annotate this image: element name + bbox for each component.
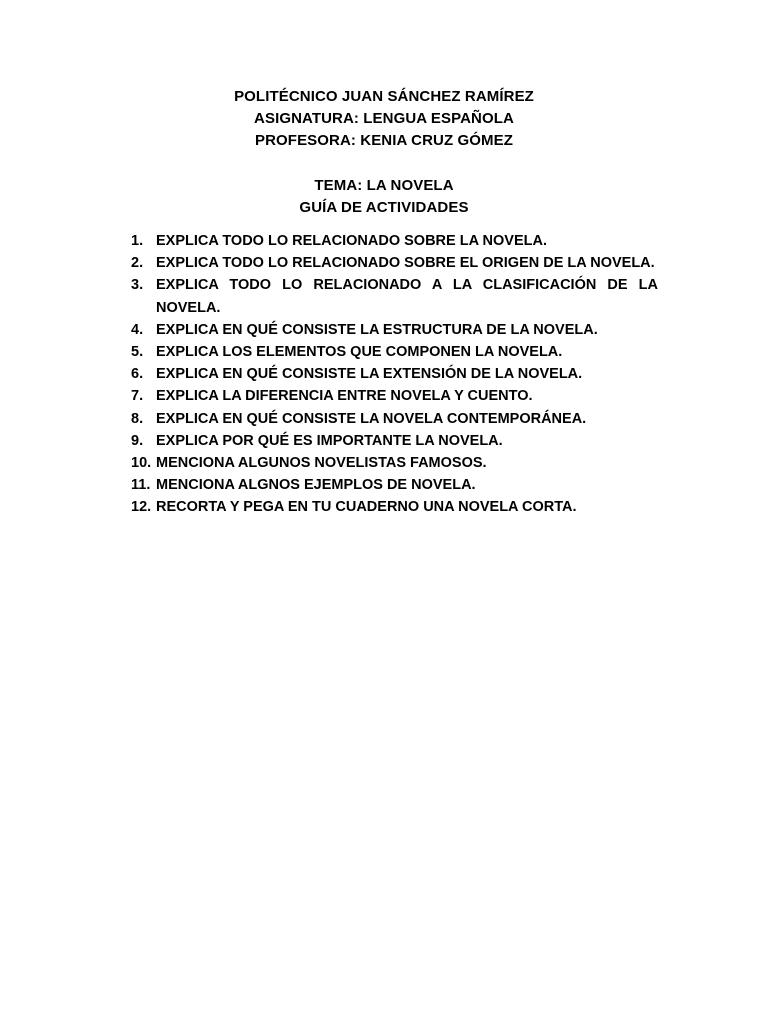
activity-item <box>131 319 658 341</box>
activity-text: EXPLICA EN QUÉ CONSISTE LA ESTRUCTURA DE LA NOVELA. <box>156 321 598 338</box>
activity-number: 10. <box>131 455 152 472</box>
activity-item <box>131 474 658 496</box>
activity-number: 9. <box>131 432 144 449</box>
activity-text: EXPLICA EN QUÉ CONSISTE LA NOVELA CONTEMPORÁNEA. <box>156 410 587 427</box>
activity-number: 11. <box>131 477 151 494</box>
document-header <box>0 86 768 152</box>
activity-text: RECORTA Y PEGA EN TU CUADERNO UNA NOVELA CORTA. <box>156 499 577 516</box>
activity-text: EXPLICA LA DIFERENCIA ENTRE NOVELA Y CUENTO. <box>156 388 533 405</box>
activity-item <box>131 274 658 318</box>
activity-text: EXPLICA TODO LO RELACIONADO SOBRE LA NOVELA. <box>156 233 547 249</box>
institution-name: POLITÉCNICO JUAN SÁNCHEZ RAMÍREZ <box>234 88 534 105</box>
activity-text: EXPLICA LOS ELEMENTOS QUE COMPONEN LA NOVELA. <box>156 344 563 361</box>
activity-number: 5. <box>131 344 144 361</box>
activity-item <box>131 452 658 474</box>
teacher-line: PROFESORA: KENIA CRUZ GÓMEZ <box>255 132 513 149</box>
activity-text: MENCIONA ALGNOS EJEMPLOS DE NOVELA. <box>156 477 476 494</box>
activity-text: EXPLICA TODO LO RELACIONADO A LA CLASIFICACIÓN DE LA NOVELA. <box>156 277 658 316</box>
activity-number: 12. <box>131 499 152 516</box>
topic-header <box>0 175 768 219</box>
subject-line: ASIGNATURA: LENGUA ESPAÑOLA <box>254 110 514 127</box>
activity-number: 2. <box>131 255 144 272</box>
activity-item <box>131 252 658 274</box>
topic-title: TEMA: LA NOVELA <box>314 177 454 194</box>
activity-number: 6. <box>131 366 144 383</box>
activity-text: MENCIONA ALGUNOS NOVELISTAS FAMOSOS. <box>156 455 487 472</box>
activity-item <box>131 408 658 430</box>
activity-item <box>131 385 658 407</box>
activity-text: EXPLICA POR QUÉ ES IMPORTANTE LA NOVELA. <box>156 432 503 449</box>
activity-item <box>131 430 658 452</box>
activity-list <box>131 230 658 519</box>
activity-number: 8. <box>131 410 144 427</box>
activity-text: EXPLICA EN QUÉ CONSISTE LA EXTENSIÓN DE LA NOVELA. <box>156 366 583 383</box>
activity-number: 7. <box>131 388 144 405</box>
activity-number: 1. <box>131 233 144 249</box>
activity-item <box>131 230 658 252</box>
guide-title: GUÍA DE ACTIVIDADES <box>299 199 469 216</box>
activity-text: EXPLICA TODO LO RELACIONADO SOBRE EL ORIGEN DE LA NOVELA. <box>156 255 655 272</box>
activity-number: 3. <box>131 277 144 294</box>
activity-item <box>131 341 658 363</box>
activity-number: 4. <box>131 321 144 338</box>
activity-item <box>131 496 658 518</box>
activity-item <box>131 363 658 385</box>
